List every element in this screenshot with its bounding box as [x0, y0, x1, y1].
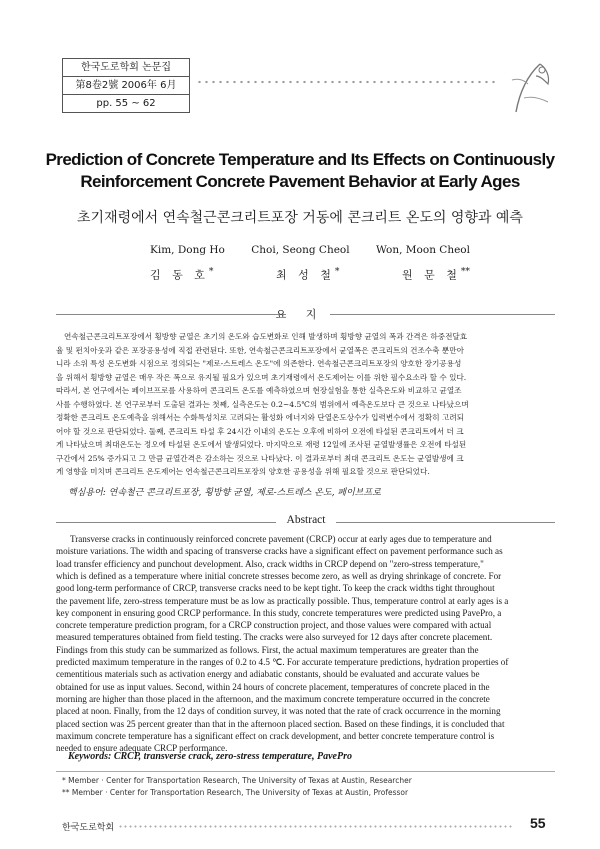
- summary-rule-right: [330, 314, 555, 315]
- abstract-line: obtained for use as input values. Second, within 24 hours of concrete placement, temperatures of concrete placed in the: [56, 681, 490, 692]
- keywords-korean: 핵심용어: 연속철근 콘크리트포장, 횡방향 균열, 제로-스트레스 온도, 페이브프로: [68, 488, 381, 498]
- authors-korean: [150, 266, 470, 283]
- author-1-ko: 김 동 호*: [150, 266, 214, 282]
- keywords-english: Keywords: CRCP, transverse crack, zero-stress temperature, PavePro: [68, 751, 352, 762]
- journal-volume: 第8卷2號 2006年 6月: [63, 77, 189, 95]
- abstract-line: key component in ensuring good CRCP performance. In this study, concrete temperatures were predicted using PavePro, a: [56, 607, 502, 618]
- abstract-line: moisture variations. The width and spacing of transverse cracks have a significant effect on pavement performance such as: [56, 546, 503, 557]
- abstract-line: good long-term performance of CRCP, transverse cracks need to be kept tight. To keep the crack widths tight throughout: [56, 583, 495, 594]
- authors-english: [150, 244, 470, 256]
- abstract-rule-right: [336, 522, 555, 523]
- summary-line: 정확한 콘크리트 온도예측을 위해서는 수화특성치로 고려되는 활성화 에너지와 단열온도상수가 입력변수에서 정확히 고려되: [56, 413, 464, 422]
- abstract-rule-left: [56, 522, 276, 523]
- summary-line: 따라서, 본 연구에서는 페이브프로를 사용하여 콘크리트 온도를 예측하였으며 현장실험을 통한 실측온도와 비교하고 균열조: [56, 386, 462, 395]
- footer-society: 한국도로학회: [62, 823, 115, 833]
- abstract-line: morning are higher than those placed in the afternoon, and the maximum concrete temperature occurred in the concrete: [56, 693, 490, 704]
- summary-line: 니라 소위 특성 온도변화 시점으로 정의되는 "제로-스트레스 온도"에 의존한다. 연속철근콘크리트포장의 양호한 장기공용성: [56, 359, 462, 368]
- abstract-line: measured temperatures obtained from field testing. The cracks were also surveyed for 12 days after concrete placement.: [56, 632, 493, 643]
- summary-line: 연속철근콘크리트포장에서 횡방향 균열은 초기의 온도와 습도변화로 인해 발생하며 횡방향 균열의 폭과 간격은 하중전달효: [64, 332, 468, 341]
- summary-line: 을 위해서 횡방향 균열은 매우 작은 폭으로 유지될 필요가 있으며 초기재령에서 온도제어는 이를 위한 필수요소라 할 수 있다.: [56, 372, 467, 382]
- header-dotted-rule: [196, 80, 496, 84]
- abstract-line: Transverse cracks in continuously reinforced concrete pavement (CRCP) occur at early ages due to temperature and: [70, 534, 492, 544]
- abstract-line: load transfer efficiency and punchout development. Also, crack widths in CRCP depend on "zero-stress temperature,": [56, 558, 484, 569]
- journal-logo-icon: [498, 50, 558, 120]
- author-2-en: Choi, Seong Cheol: [251, 244, 350, 256]
- summary-line: 구간에서 25% 증가되고 그 만큼 균열간격은 감소하는 것으로 나타났다. 이 결과로부터 최대 콘크리트 온도는 균열발생에 크: [56, 453, 464, 463]
- author-3-ko: 원 문 철**: [401, 266, 470, 282]
- abstract-line: placed at noon. Finally, from the 12 days of condition survey, it was noted that the rate of crack occurrence in the morning: [56, 706, 501, 717]
- abstract-line: cementitious materials such as activation energy and adiabatic constants, should be evaluated and accurate values be: [56, 669, 480, 680]
- affiliation-2: ** Member · Center for Transportation Research, The University of Texas at Austin, Professor: [62, 788, 409, 797]
- summary-line: 사를 수행하였다. 본 연구로부터 도출된 결과는 첫째, 실측온도는 0.2~4.5℃의 범위에서 예측온도보다 큰 것으로 나타났으며: [56, 399, 469, 409]
- abstract-line: predicted maximum temperature in the ranges of 0.2 to 4.5 ℃. For accurate temperature predictions, hydration properties of: [56, 657, 509, 667]
- summary-line: 게 나타났으며 최대온도는 정오에 타설된 온도에서 발생되었다. 마지막으로 재령 12일에 조사된 균열발생률은 오전에 타설된: [56, 440, 467, 449]
- abstract-line: which is defined as a temperature where initial concrete stresses become zero, as well as drying shrinkage of concrete. For: [56, 570, 502, 581]
- author-3-en: Won, Moon Cheol: [375, 244, 470, 256]
- affiliation-rule: [56, 771, 555, 772]
- summary-line: 율 및 펀치아웃과 같은 포장공용성에 직접 관련된다. 또한, 연속철근콘크리트포장에서 균열폭은 콘크리트의 건조수축 뿐만아: [56, 345, 464, 355]
- author-1-en: Kim, Dong Ho: [150, 244, 225, 256]
- abstract-heading: Abstract: [286, 514, 326, 526]
- paper-title-line-2: Reinforcement Concrete Pavement Behavior at Early Ages: [80, 172, 520, 191]
- summary-line: 어야 할 것으로 판단되었다. 둘째, 콘크리트 타설 후 24시간 이내의 온도는 오후에 비하여 오전에 타설된 콘크리트에서 더 크: [56, 426, 464, 436]
- page-number: 55: [530, 815, 546, 831]
- footer-dotted-rule: [118, 825, 513, 828]
- journal-pages: pp. 55 ~ 62: [96, 98, 156, 109]
- author-2-ko: 최 성 철*: [275, 266, 340, 282]
- journal-name: 한국도로학회 논문집: [63, 59, 189, 77]
- summary-rule-left: [56, 314, 286, 315]
- summary-heading: 요 지: [275, 308, 325, 321]
- paper-title-line-1: Prediction of Concrete Temperature and Its Effects on Continuously: [45, 150, 555, 169]
- abstract-line: the pavement life, zero-stress temperature must be as low as practically possible. Thus, temperature control at early ages is a: [56, 595, 509, 606]
- abstract-line: placed section was 25 percent greater than that in the afternoon placed section. Based on these findings, it is concluded that: [56, 718, 505, 729]
- paper-title-korean: 초기재령에서 연속철근콘크리트포장 거동에 콘크리트 온도의 영향과 예측: [77, 210, 523, 226]
- summary-line: 게 영향을 미치며 콘크리트 온도제어는 연속철근콘크리트포장의 양호한 공용성을 위해 필요할 것으로 판단되었다.: [56, 467, 430, 476]
- affiliation-1: * Member · Center for Transportation Research, The University of Texas at Austin, Researcher: [62, 776, 412, 785]
- abstract-line: needed to ensure adequate CRCP performance.: [56, 743, 228, 754]
- abstract-line: maximum concrete temperature has a significant effect on crack development, and better concrete temperature control is: [56, 730, 495, 741]
- abstract-line: concrete temperature prediction program, for a CRCP construction project, and those values were compared with actual: [56, 620, 492, 631]
- abstract-line: Findings from this study can be summarized as follows. First, the actual maximum temperatures are greater than the: [56, 644, 479, 655]
- journal-info-box: [62, 58, 190, 113]
